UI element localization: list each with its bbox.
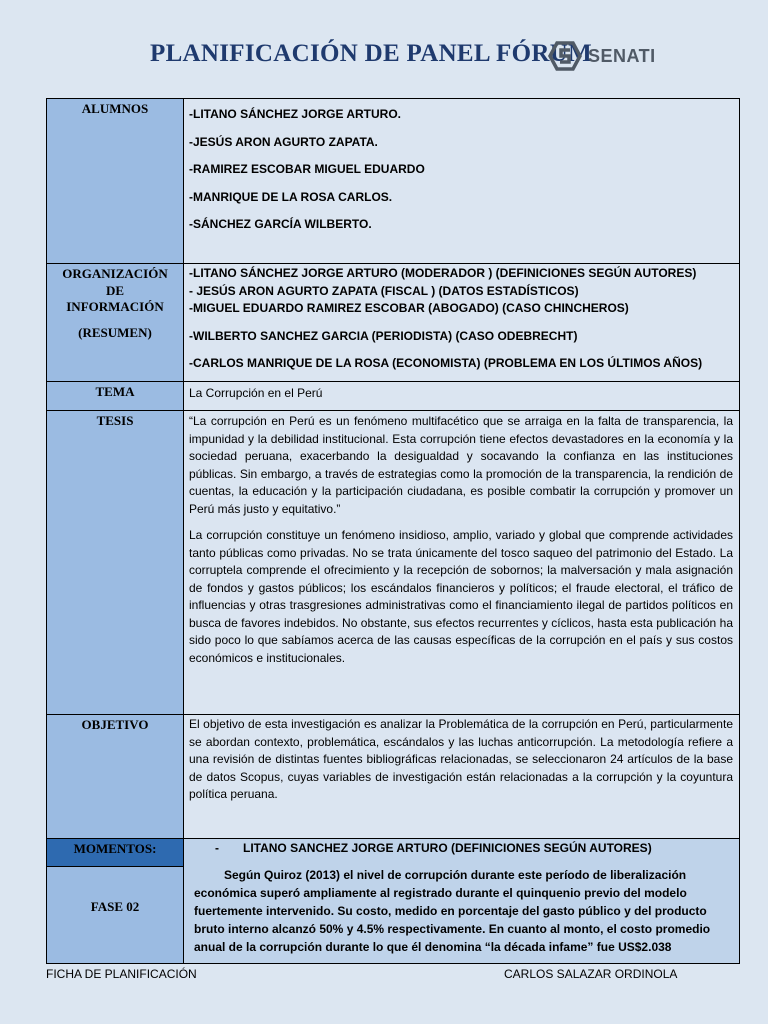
label-line: (RESUMEN) (78, 324, 152, 340)
list-item: -LITANO SÁNCHEZ JORGE ARTURO (MODERADOR ) (DEFINICIONES SEGÚN AUTORES) (189, 266, 697, 280)
label-objetivo: OBJETIVO (47, 715, 184, 838)
row-alumnos (47, 99, 739, 264)
page-title: PLANIFICACIÓN DE PANEL FÓRUM (150, 40, 592, 67)
objetivo-value: El objetivo de esta investigación es analizar la Problemática de la corrupción en Perú, particularmente se abordan contexto, problemática, escándalos y las luchas anticorrupción. La metodología refiere a una revisión de distintas fuentes bibliográficas relacionadas, se seleccionaron 24 artículos de la base de datos Scopus, cuyas variables de investigación están relacionadas a la corrupción y la coyuntura política peruana. (189, 717, 733, 801)
logo-text: SENATI (588, 45, 656, 66)
momentos-text: Según Quiroz (2013) el nivel de corrupción durante este período de liberalización económica superó ampliamente al registrado durante el quinquenio previo del modelo fuertemente intervenido. Su costo, medido en porcentaje del gasto público y del producto bruto interno alcanzó 50% y 4.5% respectivamente. En cuanto al monto, el costo promedio anual de la corrupción durante lo que él denomina “la década infame” fue US$2.038 (194, 868, 711, 954)
row-momentos (47, 839, 739, 963)
label-line: INFORMACIÓN (66, 299, 164, 314)
label-tema: TEMA (47, 382, 184, 410)
tesis-paragraph: “La corrupción en Perú es un fenómeno multifacético que se arraiga en la falta de transparencia, la impunidad y la debilidad institucional. Esta corrupción tiene efectos devastadores en la economía y la sociedad peruana, exacerbando la desigualdad y socavando la confianza en las instituciones públicas. Sin embargo, a través de estrategias como la promoción de la transparencia, la rendición de cuentas, la educación y la participación ciudadana, es posible combatir la corrupción y promover un Perú más justo y equitativo.” (189, 414, 733, 516)
tema-value: La Corrupción en el Perú (189, 386, 323, 400)
row-tesis (47, 411, 739, 715)
senati-logo (548, 40, 656, 72)
list-item: -CARLOS MANRIQUE DE LA ROSA (ECONOMISTA) (PROBLEMA EN LOS ÚLTIMOS AÑOS) (189, 356, 703, 370)
momentos-speaker (189, 840, 733, 858)
list-item: -JESÚS ARON AGURTO ZAPATA. (189, 134, 378, 149)
label-line: DE (105, 282, 125, 298)
label-alumnos: ALUMNOS (47, 99, 184, 263)
list-item: -MIGUEL EDUARDO RAMIREZ ESCOBAR (ABOGADO) (CASO CHINCHEROS) (189, 301, 629, 315)
organizacion-list (189, 265, 733, 373)
list-item: -WILBERTO SANCHEZ GARCIA (PERIODISTA) (CASO ODEBRECHT) (189, 328, 578, 343)
alumnos-list (189, 101, 733, 239)
row-organizacion (47, 264, 739, 382)
label-tesis: TESIS (47, 411, 184, 714)
list-item: -RAMIREZ ESCOBAR MIGUEL EDUARDO (189, 162, 425, 176)
label-organizacion (47, 264, 184, 381)
speaker-label: LITANO SANCHEZ JORGE ARTURO (DEFINICIONES SEGÚN AUTORES) (243, 841, 652, 855)
senati-logo-icon (548, 41, 582, 71)
footer-left: FICHA DE PLANIFICACIÓN (46, 967, 197, 981)
list-item: -SÁNCHEZ GARCÍA WILBERTO. (189, 217, 372, 231)
label-fase: FASE 02 (47, 867, 184, 963)
list-item: -MANRIQUE DE LA ROSA CARLOS. (189, 189, 393, 204)
bullet: - (215, 841, 219, 855)
row-tema (47, 382, 739, 411)
label-momentos: MOMENTOS: (47, 839, 184, 867)
label-line: ORGANIZACIÓN (62, 266, 168, 281)
footer-right: CARLOS SALAZAR ORDINOLA (504, 967, 678, 981)
list-item: - JESÚS ARON AGURTO ZAPATA (FISCAL ) (DATOS ESTADÍSTICOS) (189, 283, 579, 298)
row-objetivo (47, 715, 739, 839)
planning-table (46, 98, 740, 964)
tesis-paragraph: La corrupción constituye un fenómeno insidioso, amplio, variado y global que comprende actividades tanto públicas como privadas. No se trata únicamente del tosco saqueo del patrimonio del Estado. La corruptela comprende el ofrecimiento y la recepción de sobornos; la malversación y mala asignación de fondos y gastos públicos; los escándalos financieros y políticos; el fraude electoral, el tráfico de influencias y otras trasgresiones administrativas como el financiamiento ilegal de partidos políticos en busca de favores indebidos. No obstante, sus efectos recurrentes y cíclicos, hasta esta publicación ha sido poco lo que sabíamos acerca de las causas específicas de la corrupción en el país y sus costos económicos e institucionales. (189, 528, 733, 665)
tesis-text (189, 413, 733, 667)
list-item: -LITANO SÁNCHEZ JORGE ARTURO. (189, 107, 401, 121)
